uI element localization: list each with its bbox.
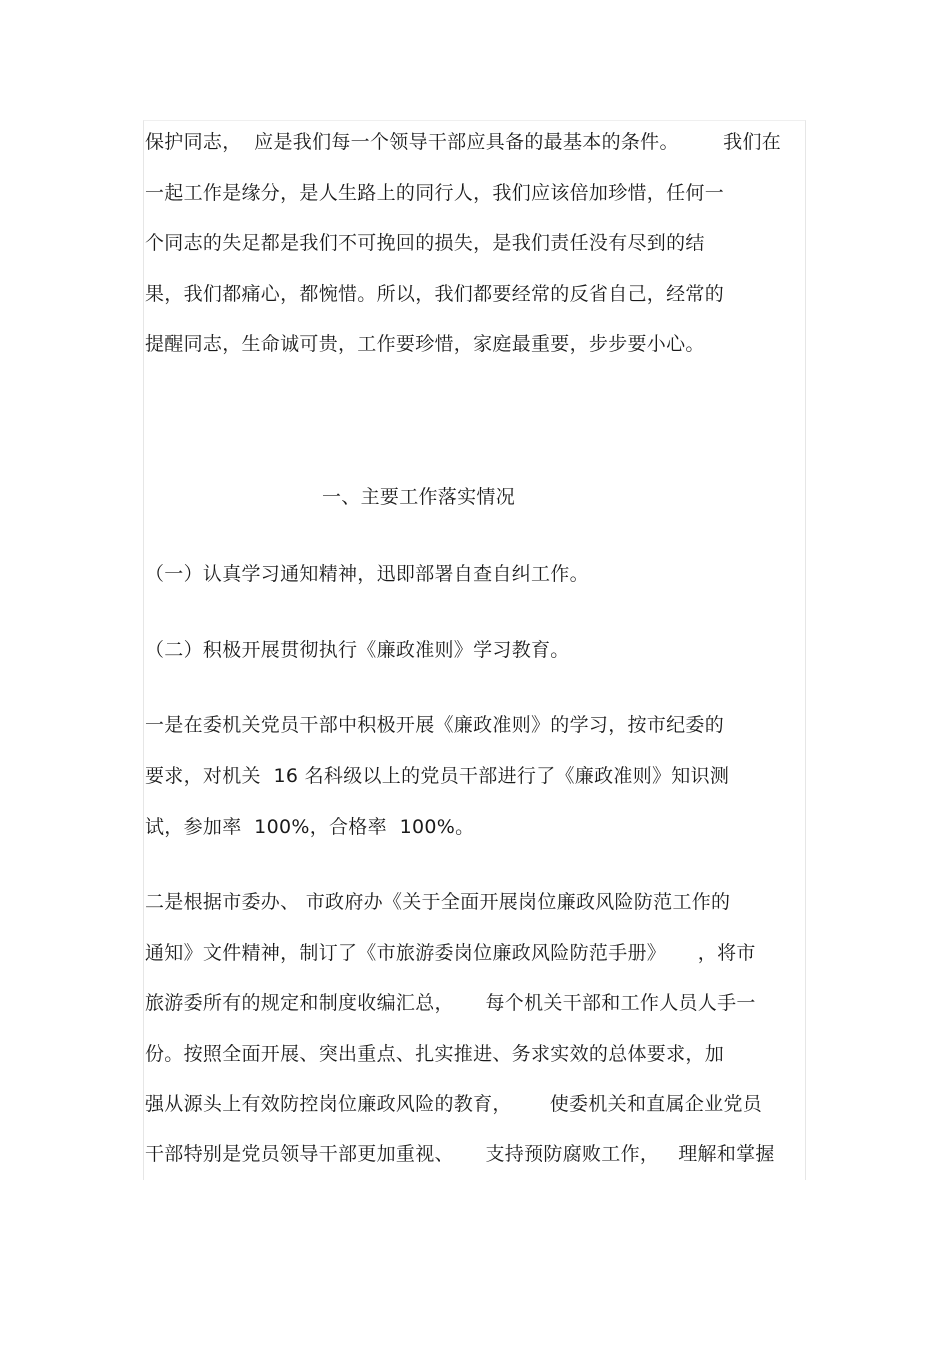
intro-line: 提醒同志，生命诚可贵，工作要珍惜，家庭最重要，步步要小心。 [145, 333, 705, 355]
intro-line: 个同志的失足都是我们不可挽回的损失，是我们责任没有尽到的结 [145, 232, 705, 254]
intro-line: 保护同志， 应是我们每一个领导干部应具备的最基本的条件。 我们在 [145, 131, 782, 153]
subheading-one: （一）认真学习通知精神，迅即部署自查自纠工作。 [145, 563, 589, 585]
paragraph-one-line: 要求，对机关 16 名科级以上的党员干部进行了《廉政准则》知识测 [145, 765, 730, 787]
paragraph-two-line: 通知》文件精神，制订了《市旅游委岗位廉政风险防范手册》 ，将市 [145, 942, 756, 964]
intro-line: 一起工作是缘分，是人生路上的同行人，我们应该倍加珍惜，任何一 [145, 182, 725, 204]
intro-line: 果，我们都痛心，都惋惜。所以，我们都要经常的反省自己，经常的 [145, 283, 725, 305]
section-heading: 一、主要工作落实情况 [322, 486, 516, 508]
paragraph-two-line: 强从源头上有效防控岗位廉政风险的教育， 使委机关和直属企业党员 [145, 1093, 763, 1115]
paragraph-two-line: 干部特别是党员领导干部更加重视、 支持预防腐败工作， 理解和掌握 [145, 1143, 775, 1165]
paragraph-one-line: 试，参加率 100%，合格率 100%。 [145, 816, 475, 838]
paragraph-two-line: 份。按照全面开展、突出重点、扎实推进、务求实效的总体要求，加 [145, 1043, 725, 1065]
paragraph-two-line: 二是根据市委办、 市政府办《关于全面开展岗位廉政风险防范工作的 [145, 891, 731, 913]
paragraph-one-line: 一是在委机关党员干部中积极开展《廉政准则》的学习，按市纪委的 [145, 714, 725, 736]
subheading-two: （二）积极开展贯彻执行《廉政准则》学习教育。 [145, 639, 570, 661]
paragraph-two-line: 旅游委所有的规定和制度收编汇总， 每个机关干部和工作人员人手一 [145, 992, 756, 1014]
